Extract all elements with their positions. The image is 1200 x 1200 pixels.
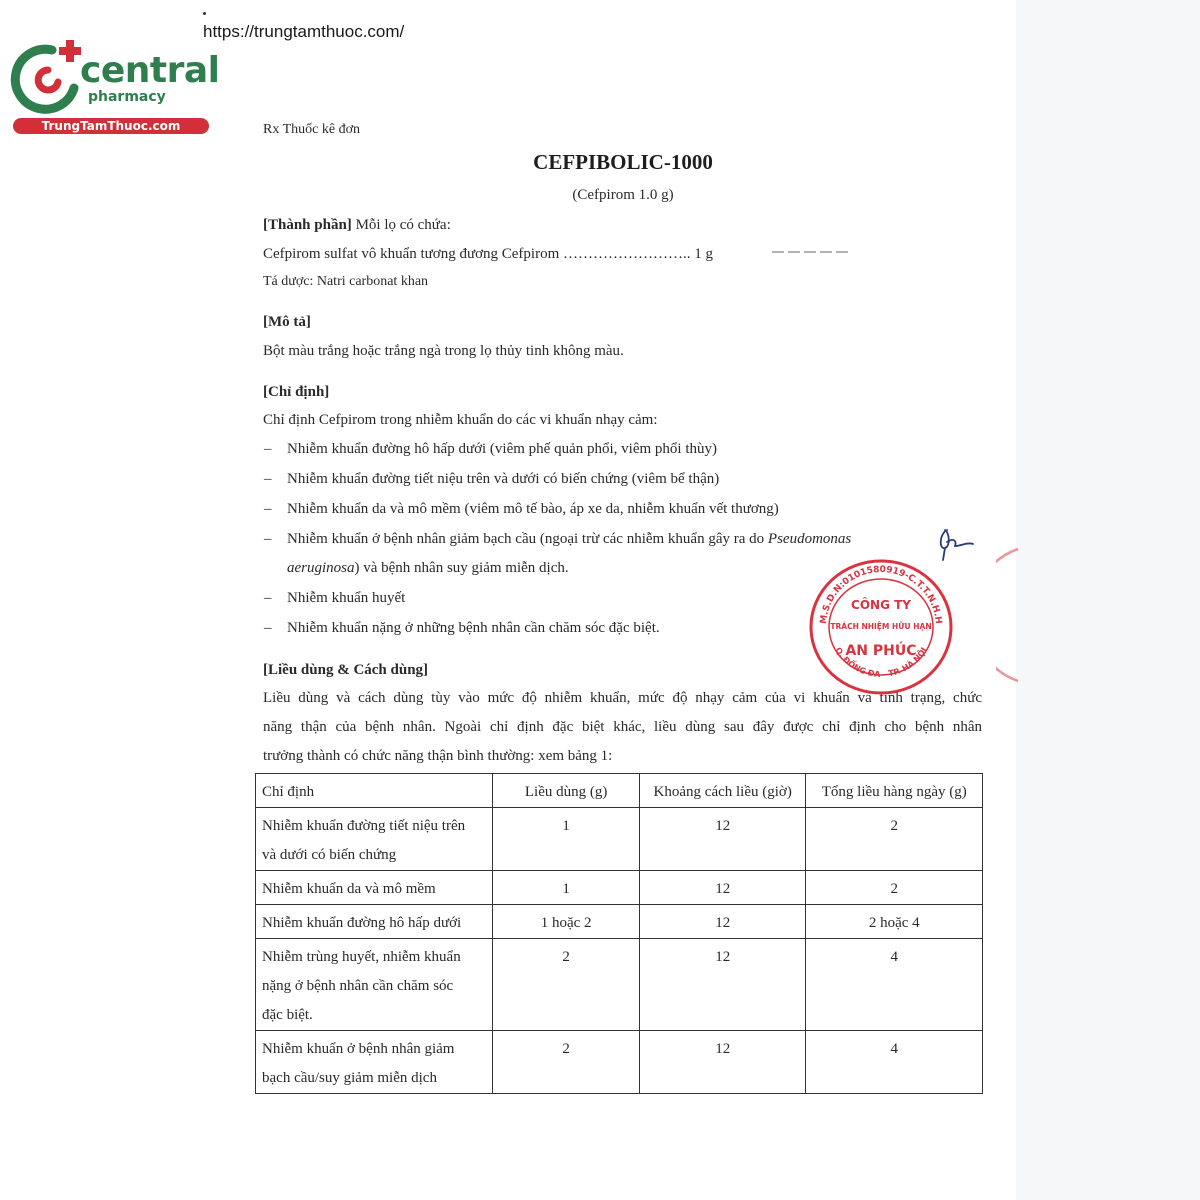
- indication-item: Nhiễm khuẩn da và mô mềm (viêm mô tế bào, áp xe da, nhiễm khuẩn vết thương): [287, 501, 779, 517]
- table-row: [256, 871, 983, 905]
- indication-item-cont: [287, 560, 569, 577]
- table-header: Khoảng cách liều (giờ): [639, 774, 806, 808]
- watermark-url[interactable]: https://trungtamthuoc.com/: [203, 22, 405, 41]
- table-cell-indication: Nhiễm khuẩn da và mô mềm: [256, 871, 493, 905]
- organism-name: Pseudomonas: [767, 531, 852, 547]
- table-cell: 2: [493, 1031, 640, 1094]
- cell-line: Nhiễm khuẩn ở bệnh nhân giảm: [262, 1041, 455, 1057]
- dosage-paragraph-line: Liều dùng và cách dùng tùy vào mức độ nhiễm khuẩn, mức độ nhạy cảm của vi khuẩn và tình trạng, chức: [263, 690, 982, 706]
- table-cell-indication: [256, 808, 493, 871]
- description-text: Bột màu trắng hoặc trắng ngà trong lọ thủy tinh không màu.: [263, 343, 624, 359]
- stamp-line2: TRÁCH NHIỆM HỮU HẠN: [830, 622, 932, 631]
- indication-item: Nhiễm khuẩn đường hô hấp dưới (viêm phế quản phổi, viêm phổi thùy): [287, 441, 717, 457]
- indications-heading: [Chỉ định]: [263, 384, 330, 400]
- logo-brand-sub: pharmacy: [88, 89, 166, 105]
- table-cell: 4: [806, 939, 983, 1031]
- table-header: Tổng liều hàng ngày (g): [806, 774, 983, 808]
- dosage-paragraph-line: năng thận của bệnh nhân. Ngoài chỉ định đặc biệt khác, liều dùng sau đây được chỉ định cho bệnh nhân: [263, 719, 982, 735]
- company-stamp: [806, 557, 956, 697]
- list-dash: –: [264, 501, 272, 517]
- table-row: [256, 939, 983, 1031]
- table-cell: 2: [806, 808, 983, 871]
- composition-heading: [Thành phần]: [263, 217, 352, 233]
- cell-line: và dưới có biến chứng: [262, 847, 397, 863]
- indication-item: Nhiễm khuẩn huyết: [287, 590, 406, 606]
- scan-smudge: [772, 249, 848, 255]
- list-dash: –: [264, 531, 272, 547]
- list-dash: –: [264, 441, 272, 457]
- stamp-line3: AN PHÚC: [845, 643, 917, 659]
- cell-line: đặc biệt.: [262, 1007, 313, 1023]
- list-dash: –: [264, 471, 272, 487]
- cell-line: bạch cầu/suy giảm miễn dịch: [262, 1070, 437, 1086]
- cell-line: Nhiễm trùng huyết, nhiễm khuẩn: [262, 949, 461, 965]
- description-heading: [Mô tả]: [263, 314, 311, 330]
- indication-item-cont-text: ) và bệnh nhân suy giảm miễn dịch.: [354, 560, 569, 576]
- table-cell: 12: [639, 905, 806, 939]
- composition-ingredient: Cefpirom sulfat vô khuẩn tương đương Cefpirom …………………….. 1 g: [263, 246, 713, 262]
- table-row: [256, 808, 983, 871]
- list-dash: –: [264, 590, 272, 606]
- logo-site-badge: TrungTamThuoc.com: [13, 118, 209, 134]
- table-header-row: [256, 774, 983, 808]
- scan-edge-shade: [1016, 0, 1200, 1200]
- document-title: CEFPIBOLIC-1000: [533, 150, 713, 174]
- table-cell: 1: [493, 871, 640, 905]
- table-cell: 2 hoặc 4: [806, 905, 983, 939]
- indication-item-text: Nhiễm khuẩn ở bệnh nhân giảm bạch cầu (ngoại trừ các nhiễm khuẩn gây ra do: [287, 531, 768, 547]
- table-cell: 12: [639, 939, 806, 1031]
- dosage-table: [255, 773, 983, 1094]
- table-cell: 2: [806, 871, 983, 905]
- speck: [203, 12, 206, 15]
- list-dash: –: [264, 620, 272, 636]
- cell-line: nặng ở bệnh nhân cần chăm sóc: [262, 978, 454, 994]
- table-cell-indication: [256, 939, 493, 1031]
- dosage-paragraph-line: trưởng thành có chức năng thận bình thường: xem bảng 1:: [263, 748, 613, 764]
- table-header: Chỉ định: [256, 774, 493, 808]
- table-header: Liều dùng (g): [493, 774, 640, 808]
- indication-item: Nhiễm khuẩn đường tiết niệu trên và dưới có biến chứng (viêm bể thận): [287, 471, 720, 487]
- rx-label: Rx Thuốc kê đơn: [263, 122, 360, 137]
- table-row: [256, 1031, 983, 1094]
- table-cell: 12: [639, 871, 806, 905]
- document-subtitle: (Cefpirom 1.0 g): [572, 187, 674, 203]
- table-cell: 1 hoặc 2: [493, 905, 640, 939]
- organism-name-cont: aeruginosa: [287, 560, 355, 576]
- table-row: [256, 905, 983, 939]
- logo-brand: central: [80, 50, 220, 91]
- table-cell: 12: [639, 1031, 806, 1094]
- dosage-heading: [Liều dùng & Cách dùng]: [263, 662, 429, 678]
- table-cell: 4: [806, 1031, 983, 1094]
- table-cell: 12: [639, 808, 806, 871]
- stamp-top-text: M.S.D.N:0101580919-C.T.T.N.H.H: [818, 564, 944, 625]
- stamp-line1: CÔNG TY: [851, 598, 911, 612]
- composition-excipient: Tá dược: Natri carbonat khan: [263, 274, 429, 289]
- table-cell: 1: [493, 808, 640, 871]
- indication-item: Nhiễm khuẩn nặng ở những bệnh nhân cần chăm sóc đặc biệt.: [287, 620, 660, 636]
- indication-item: [287, 531, 851, 548]
- stamp-edge-fragment: [996, 545, 1020, 685]
- table-cell: 2: [493, 939, 640, 1031]
- table-cell-indication: [256, 1031, 493, 1094]
- pharmacy-cross-icon: [8, 36, 88, 116]
- signature: [935, 524, 977, 564]
- table-cell-indication: Nhiễm khuẩn đường hô hấp dưới: [256, 905, 493, 939]
- stamp-bottom-text: Q. ĐỐNG ĐA - TP. HÀ NỘI: [833, 645, 929, 679]
- cell-line: Nhiễm khuẩn đường tiết niệu trên: [262, 818, 466, 834]
- composition-intro: Mỗi lọ có chứa:: [351, 217, 451, 233]
- composition-line: [263, 217, 451, 234]
- indications-intro: Chỉ định Cefpirom trong nhiễm khuẩn do các vi khuẩn nhạy cảm:: [263, 412, 658, 428]
